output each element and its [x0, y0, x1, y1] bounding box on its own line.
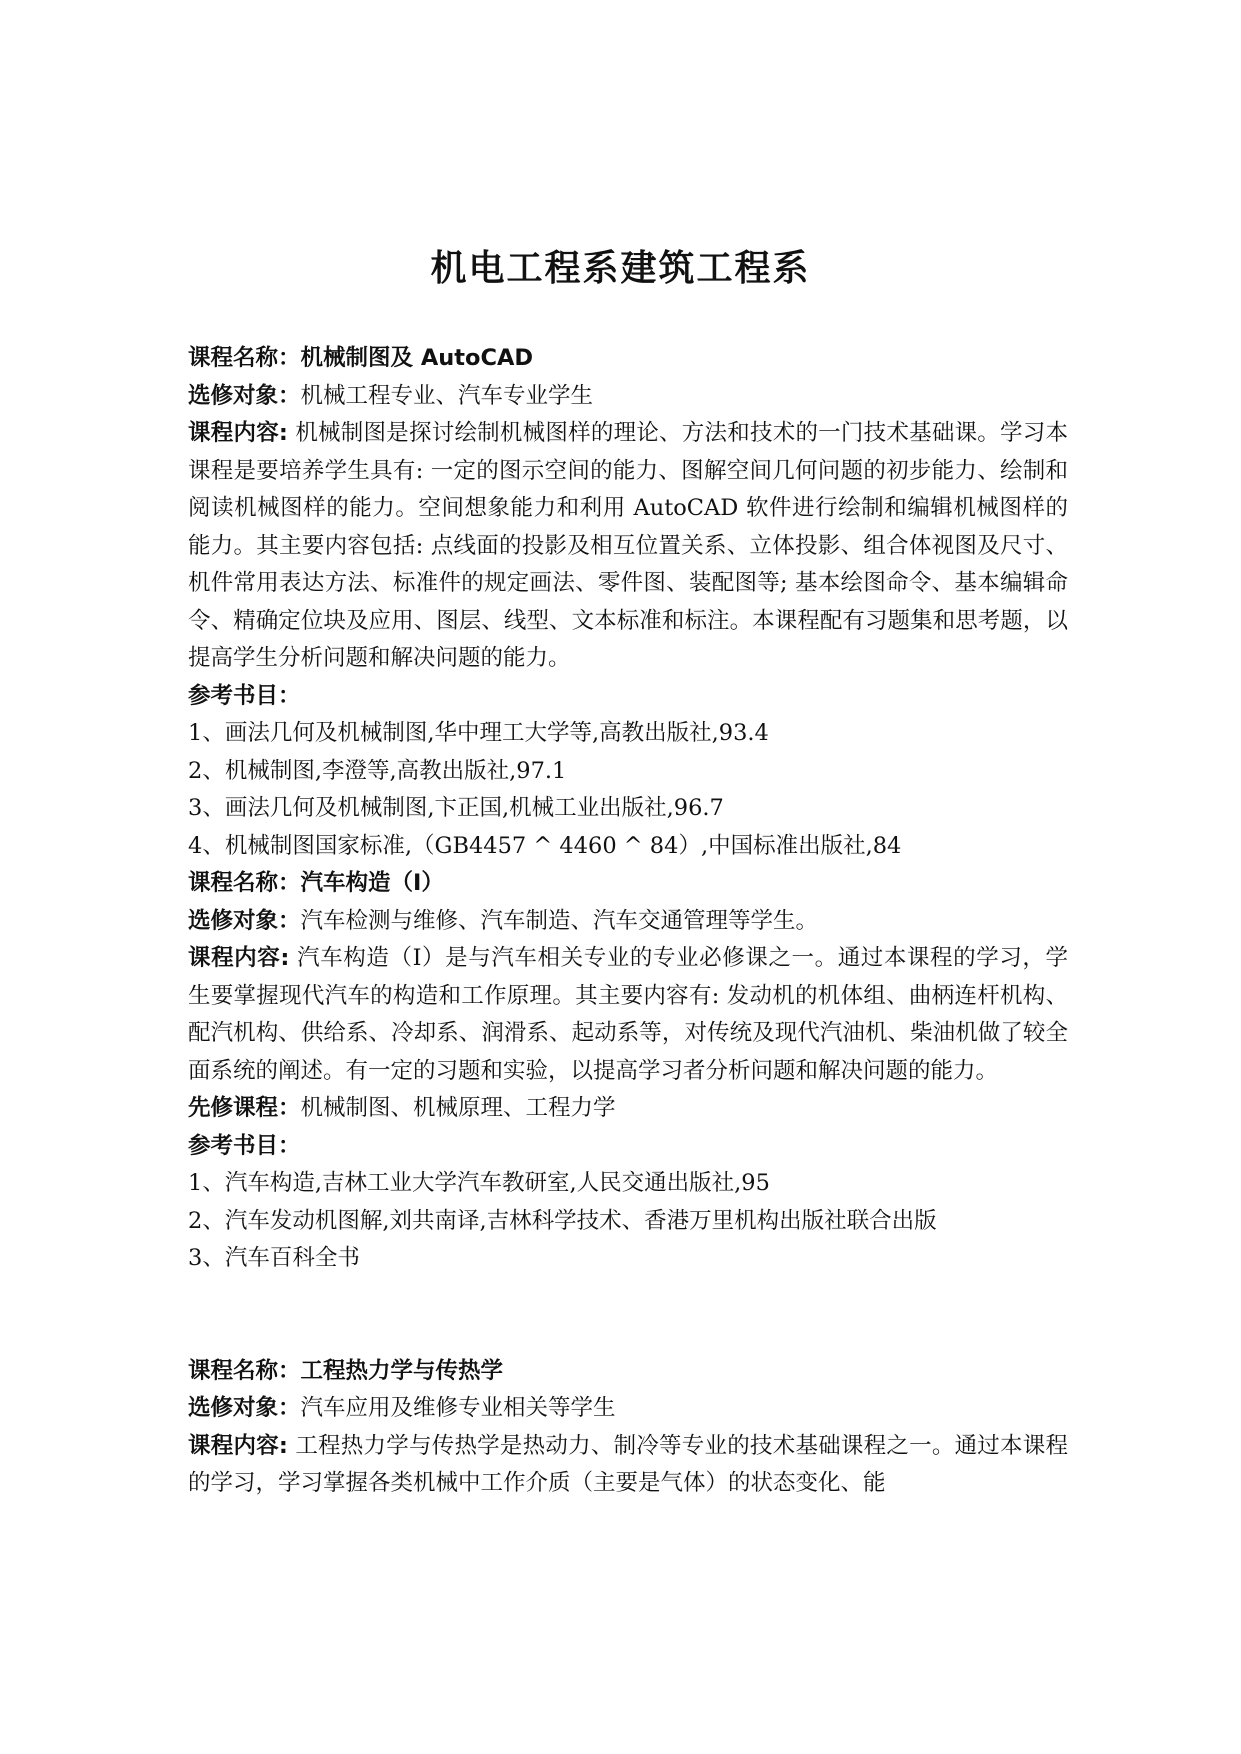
- course-name-label: 课程名称：: [188, 1357, 301, 1384]
- course-target-row: [188, 378, 1068, 416]
- course-name-row: [188, 340, 1068, 378]
- reference-item: 2、汽车发动机图解,刘共南译,吉林科学技术、香港万里机构出版社联合出版: [188, 1207, 937, 1234]
- course-section: [188, 1353, 1068, 1503]
- reference-item: 2、机械制图,李澄等,高教出版社,97.1: [188, 757, 567, 784]
- course-target: 汽车检测与维修、汽车制造、汽车交通管理等学生。: [300, 907, 819, 934]
- course-content-label: 课程内容:: [188, 945, 290, 971]
- course-content: 工程热力学与传热学是热动力、制冷等专业的技术基础课程之一。通过本课程的学习，学习掌握各类机械中工作介质（主要是气体）的状态变化、能: [188, 1432, 1069, 1496]
- course-section: [188, 340, 1068, 865]
- course-refs-heading: [188, 1128, 1068, 1166]
- course-name-label: 课程名称：: [188, 870, 301, 896]
- course-prereq: 机械制图、机械原理、工程力学: [300, 1095, 616, 1121]
- reference-item: 1、画法几何及机械制图,华中理工大学等,高教出版社,93.4: [188, 720, 769, 746]
- course-content: 汽车构造（Ⅰ）是与汽车相关专业的专业必修课之一。通过本课程的学习，学生要掌握现代汽车的构造和工作原理。其主要内容有: 发动机的机体组、曲柄连杆机构、配汽机构、供给系、冷却系、润滑系、起动系等，对传统及现代汽油机、柴油机做了较全面系统的阐述。有一定的习题和实验，以提高学习者分析问题和解决问题的能力。: [188, 945, 1069, 1084]
- reference-item: 3、画法几何及机械制图,卞正国,机械工业出版社,96.7: [188, 795, 724, 821]
- course-content-label: 课程内容:: [188, 420, 288, 446]
- document-body: [188, 340, 1068, 1503]
- course-content: 机械制图是探讨绘制机械图样的理论、方法和技术的一门技术基础课。学习本课程是要培养学生具有: 一定的图示空间的能力、图解空间几何问题的初步能力、绘制和阅读机械图样的能力。空间想象能力和利用 AutoCAD 软件进行绘制和编辑机械图样的能力。其主要内容包括: 点线面的投影及相互位置关系、立体投影、组合体视图及尺寸、机件常用表达方法、标准件的规定画法、零件图、装配图等; 基本绘图命令、基本编辑命令、精确定位块及应用、图层、线型、文本标准和标注。本课程配有习题集和思考题，以提高学生分析问题和解决问题的能力。: [188, 420, 1069, 671]
- course-section: [188, 865, 1068, 1278]
- course-name: 汽车构造（Ⅰ）: [300, 870, 444, 896]
- course-target: 汽车应用及维修专业相关等学生: [300, 1395, 616, 1421]
- reference-item: 3、汽车百科全书: [188, 1245, 360, 1271]
- course-refs-label: 参考书目：: [188, 682, 301, 709]
- course-prereq-label: 先修课程：: [188, 1095, 301, 1121]
- course-content-paragraph: [188, 415, 1068, 678]
- course-name-row: [188, 1353, 1068, 1391]
- reference-item: 4、机械制图国家标准,（GB4457 ^ 4460 ^ 84）,中国标准出版社,84: [188, 832, 902, 859]
- course-name-label: 课程名称：: [188, 345, 301, 371]
- section-gap: [188, 1278, 1068, 1353]
- course-target: 机械工程专业、汽车专业学生: [300, 382, 594, 409]
- page-title: 机电工程系建筑工程系: [430, 247, 811, 289]
- course-prereq-row: [188, 1090, 1068, 1128]
- course-refs-heading: [188, 678, 1068, 716]
- course-target-label: 选修对象：: [188, 907, 301, 934]
- course-target-row: [188, 903, 1068, 941]
- course-content-label: 课程内容:: [188, 1432, 288, 1459]
- course-content-paragraph: [188, 1428, 1068, 1503]
- course-target-row: [188, 1390, 1068, 1428]
- course-name: 工程热力学与传热学: [300, 1357, 504, 1384]
- course-refs-label: 参考书目：: [188, 1132, 301, 1159]
- course-name-row: [188, 865, 1068, 903]
- reference-item: 1、汽车构造,吉林工业大学汽车教研室,人民交通出版社,95: [188, 1170, 770, 1196]
- course-name: 机械制图及 AutoCAD: [300, 345, 534, 371]
- course-target-label: 选修对象：: [188, 382, 301, 409]
- course-content-paragraph: [188, 940, 1068, 1090]
- course-target-label: 选修对象：: [188, 1395, 301, 1421]
